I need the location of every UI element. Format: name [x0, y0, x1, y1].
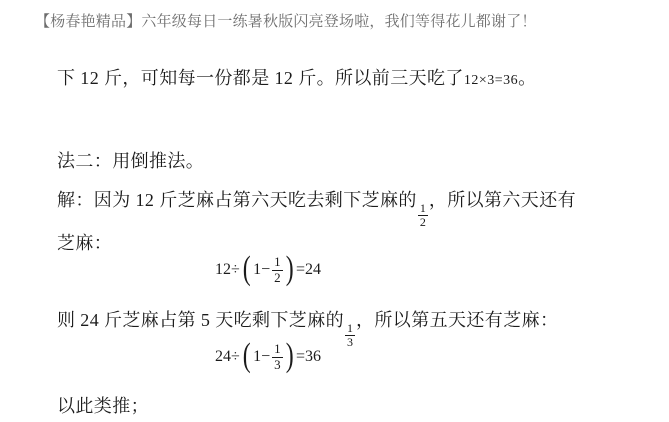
equation-2 — [214, 337, 322, 377]
line1-tail: 。 — [518, 68, 537, 88]
line1-inline-formula: 12×3=36 — [463, 73, 519, 88]
paragraph-solution-line — [57, 186, 576, 229]
eq1-close-paren: ) — [285, 250, 294, 287]
paragraph-sesame-label: 芝麻： — [57, 233, 113, 253]
line1-text: 下 12 斤，可知每一份都是 12 斤。所以前三天吃了 — [57, 68, 464, 88]
eq1-result: =24 — [295, 261, 321, 278]
fraction-numerator: 1 — [347, 321, 353, 335]
eq2-open-paren: ( — [242, 337, 251, 374]
eq1-open-paren: ( — [242, 250, 251, 287]
eq2-fraction-numerator: 1 — [274, 341, 281, 357]
eq2-prefix: 24÷ — [215, 348, 240, 365]
paragraph-line-1 — [57, 64, 537, 90]
eq2-fraction — [272, 342, 283, 372]
line3-text-after: ，所以第六天还有 — [428, 190, 577, 210]
fraction-numerator: 1 — [419, 201, 426, 215]
line5-text-before: 则 24 斤芝麻占第 5 天吃剩下芝麻的 — [57, 310, 344, 330]
fraction-denominator: 2 — [419, 215, 426, 230]
eq1-prefix: 12÷ — [215, 261, 240, 278]
paragraph-and-so-on: 以此类推； — [57, 396, 149, 416]
line5-text-after: ，所以第五天还有芝麻： — [356, 310, 559, 330]
eq1-fraction-denominator: 2 — [274, 269, 281, 285]
line3-text-before: 解：因为 12 斤芝麻占第六天吃去剩下芝麻的 — [57, 190, 417, 210]
eq2-result: =36 — [295, 348, 321, 365]
paragraph-method2-title: 法二：用倒推法。 — [57, 151, 205, 171]
eq2-inner: 1− — [253, 348, 271, 365]
eq1-fraction-numerator: 1 — [274, 254, 281, 270]
fraction-one-half — [418, 202, 428, 229]
equation-1 — [214, 250, 322, 290]
fraction-denominator: 3 — [347, 335, 353, 350]
fraction-one-third — [345, 322, 355, 349]
eq2-fraction-denominator: 3 — [274, 356, 281, 372]
document-header-watermark: 【杨春艳精品】六年级每日一练暑秋版闪亮登场啦，我们等得花儿都谢了！ — [35, 14, 537, 30]
eq1-inner: 1− — [253, 261, 271, 278]
eq2-close-paren: ) — [285, 337, 294, 374]
eq1-fraction — [272, 255, 283, 285]
